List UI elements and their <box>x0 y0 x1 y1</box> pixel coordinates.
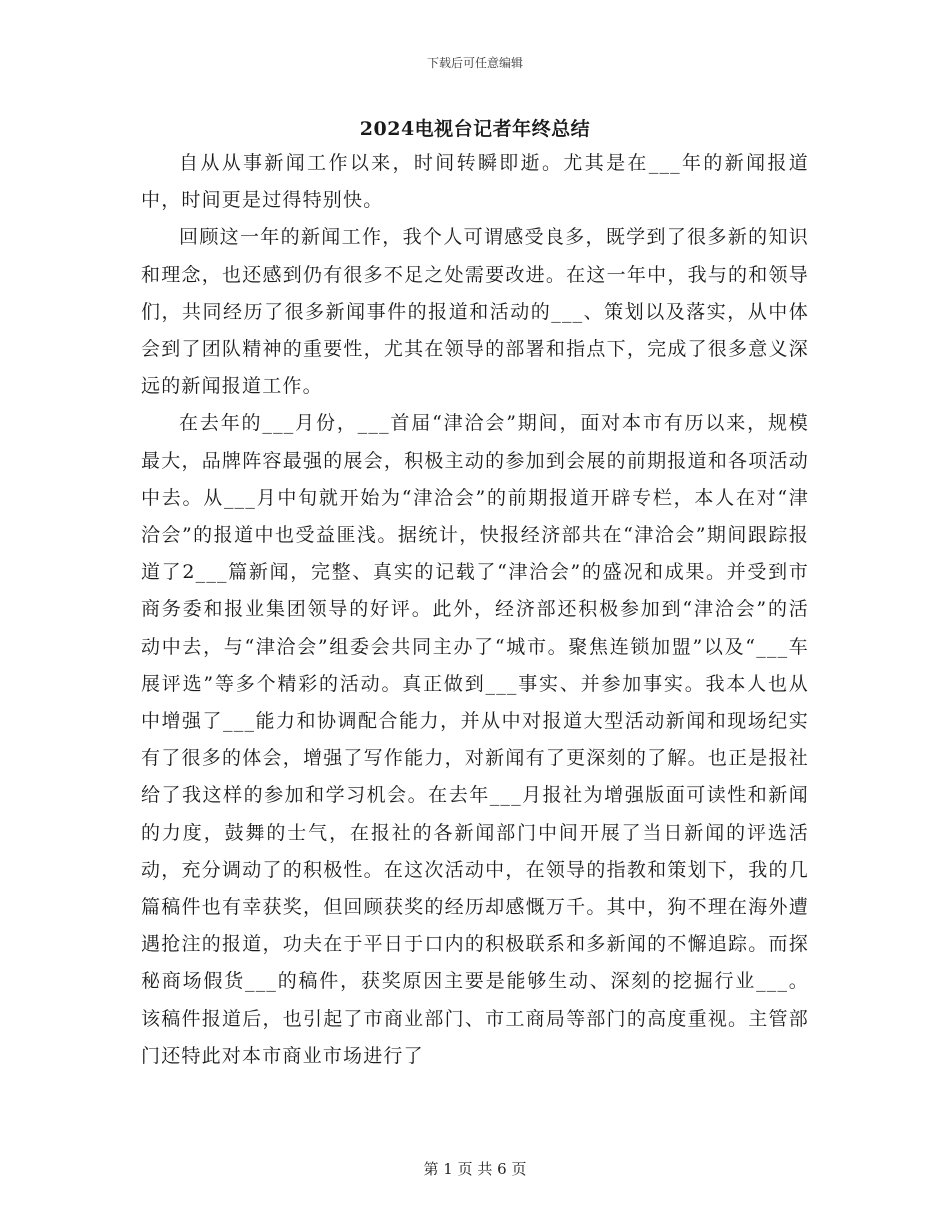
paragraph-1: 自从从事新闻工作以来，时间转瞬即逝。尤其是在___年的新闻报道中，时间更是过得特别快。 <box>141 152 809 212</box>
document-title: 2024电视台记者年终总结 <box>359 118 591 140</box>
paragraph-3: 在去年的___月份，___首届“津洽会”期间，面对本市有历以来，规模最大，品牌阵容最强的展会，积极主动的参加到会展的前期报道和各项活动中去。从___月中旬就开始为“津洽会”的前期报道开辟专栏，本人在对“津洽会”的报道中也受益匪浅。据统计，快报经济部共在“津洽会”期间跟踪报道了2___篇新闻，完整、真实的记载了“津洽会”的盛况和成果。并受到市商务委和报业集团领导的好评。此外，经济部还积极参加到“津洽会”的活动中去，与“津洽会”组委会共同主办了“城市。聚焦连锁加盟”以及“___车展评选”等多个精彩的活动。真正做到___事实、并参加事实。我本人也从中增强了___能力和协调配合能力，并从中对报道大型活动新闻和现场纪实有了很多的体会，增强了写作能力，对新闻有了更深刻的了解。也正是报社给了我这样的参加和学习机会。在去年___月报社为增强版面可读性和新闻的力度，鼓舞的士气，在报社的各新闻部门中间开展了当日新闻的评选活动，充分调动了的积极性。在这次活动中，在领导的指教和策划下，我的几篇稿件也有幸获奖，但回顾获奖的经历却感慨万千。其中，狗不理在海外遭遇抢注的报道，功夫在于平日于口内的积极联系和多新闻的不懈追踪。而探秘商场假货___的稿件，获奖原因主要是能够生动、深刻的挖掘行业___。该稿件报道后，也引起了市商业部门、市工商局等部门的高度重视。主管部门还特此对本市商业市场进行了 <box>141 412 809 1067</box>
header-note: 下载后可任意编辑 <box>426 56 523 70</box>
page-indicator: 第 1 页 共 6 页 <box>423 1160 527 1178</box>
document-body <box>141 145 809 1075</box>
paragraph-2: 回顾这一年的新闻工作，我个人可谓感受良多，既学到了很多新的知识和理念，也还感到仍有很多不足之处需要改进。在这一年中，我与的和领导们，共同经历了很多新闻事件的报道和活动的___、策划以及落实，从中体会到了团队精神的重要性，尤其在领导的部署和指点下，完成了很多意义深远的新闻报道工作。 <box>141 226 809 398</box>
